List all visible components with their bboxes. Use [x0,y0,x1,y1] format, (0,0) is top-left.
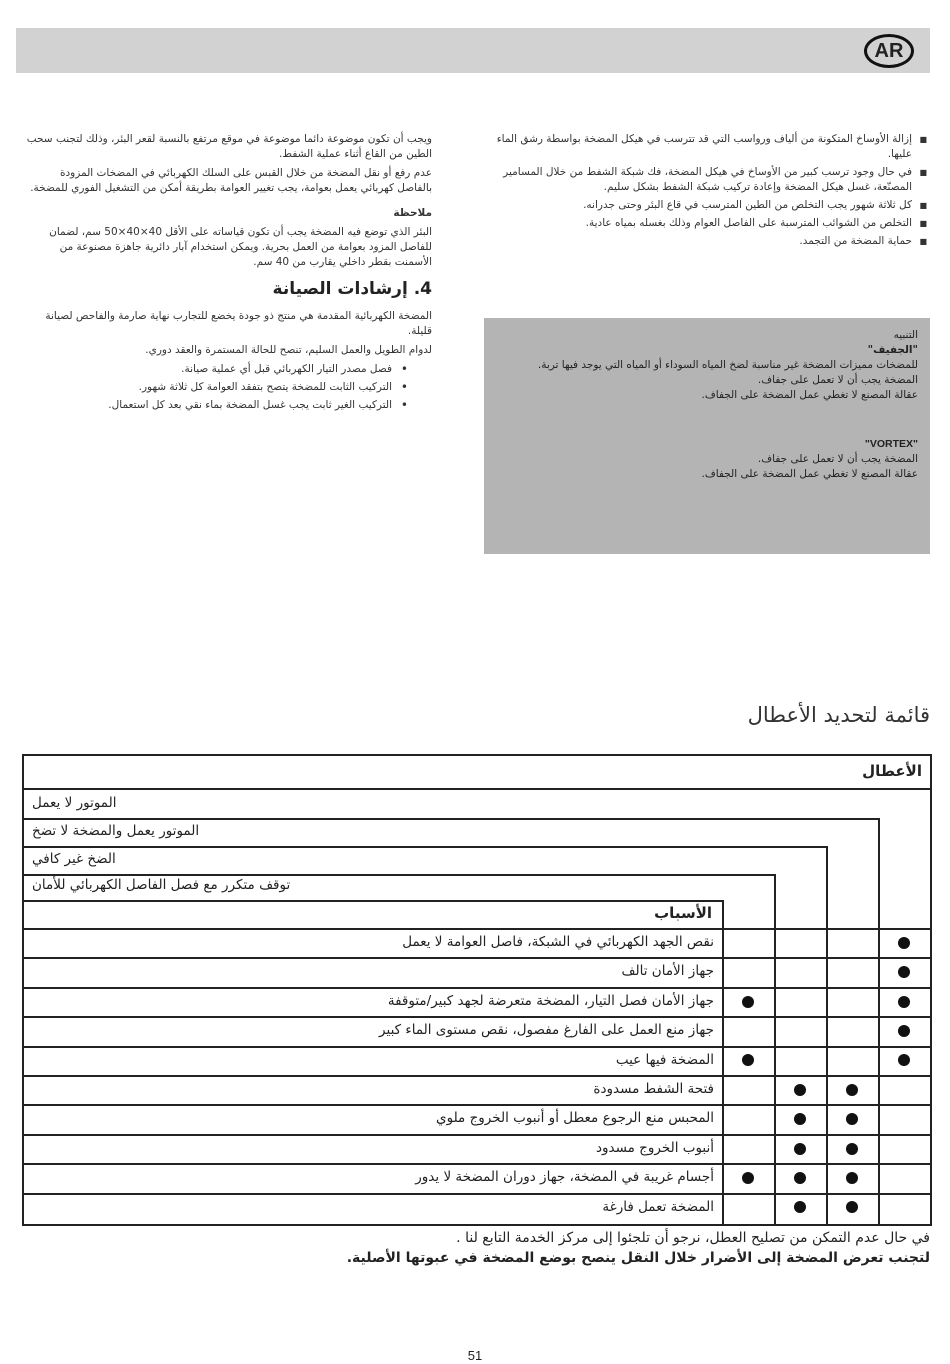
fault-mark-dot [898,1025,910,1037]
fault-mark-dot [898,937,910,949]
fault-mark-dot [846,1084,858,1096]
cause-label: أجسام غريبة في المضخة، جهاز دوران المضخة لا يدور [415,1169,714,1186]
fault-mark-dot [794,1201,806,1213]
list-item: ■ في حال وجود ترسب كبير من الأوساخ في هيكل المضخة، فك شبكة الشفط من خلال المسامير المصنّعة، غسل هيكل المضخة وإعادة تركيب شبكة الشفط بشكل سليم. [490,165,912,195]
language-badge: AR [864,34,914,68]
fault-mark-dot [846,1113,858,1125]
table-row [24,1193,930,1195]
fault-label: الموتور يعمل والمضخة لا تضخ [32,823,200,839]
section-heading: 4. إرشادات الصيانة [272,279,432,299]
fault-mark-dot [794,1113,806,1125]
table-rule [722,900,724,1226]
warning-box [484,318,930,554]
cause-label: جهاز الأمان فصل التيار، المضخة متعرضة لجهد كبير/متوقفة [387,992,714,1009]
fault-mark-dot [898,996,910,1008]
fault-label: توقف متكرر مع فصل الفاصل الكهربائي للأمان [32,877,291,893]
fault-mark-dot [794,1172,806,1184]
table-rule [826,846,828,1226]
cause-label: المضخة فيها عيب [615,1051,714,1068]
cause-label: أنبوب الخروج مسدود [596,1139,714,1156]
fault-mark-dot [742,1054,754,1066]
table-rule [774,874,776,1226]
maintenance-bullet-list [22,362,432,413]
fault-label: الضخ غير كافي [32,851,116,867]
fault-mark-dot [898,1054,910,1066]
footer-note [300,1228,930,1268]
cause-label: جهاز الأمان تالف [621,963,714,980]
note-text: البئر الذي توضع فيه المضخة يجب أن تكون قياساته على الأقل 40×40×50 سم، لضمان للفاصل المزود بعوامة من العمل بحرية. ويمكن استخدام آبار دائرية جاهزة مصنوعة من الأسمنت بقطر داخلي يقارب من 40 سم. [49,226,432,268]
fault-table [22,754,932,1226]
table-rule [24,846,826,848]
fault-label: الموتور لا يعمل [32,795,117,811]
cause-label: نقص الجهد الكهربائي في الشبكة، فاصل العوامة لا يعمل [402,934,714,950]
cleaning-bullet-list [490,132,928,249]
footer-line: لتجنب تعرض المضخة إلى الأضرار خلال النقل ينصح بوضع المضخة في عبوتها الأصلية. [346,1250,930,1266]
left-column [22,132,432,416]
fault-mark-dot [846,1201,858,1213]
list-item: • التركيب الثابت للمضخة يتصح بتفقد العوامة كل ثلاثة شهور. [22,380,392,395]
paragraph: لدوام الطويل والعمل السليم، تنصح للحالة المستمرة والعقد دوري. [145,344,432,356]
footer-line: في حال عدم التمكن من تصليح العطل، نرجو أن تلجئوا إلى مركز الخدمة التابع لنا . [456,1230,930,1246]
fault-mark-dot [794,1143,806,1155]
faults-header: الأعطال [862,762,922,780]
dry-run-title: "الجفيف" [867,344,918,356]
fault-mark-dot [898,966,910,978]
fault-mark-dot [742,996,754,1008]
causes-header: الأسباب [654,904,712,922]
table-row [24,1104,930,1106]
table-row [24,1163,930,1165]
cause-label: المحبس منع الرجوع معطل أو أنبوب الخروج ملوي [436,1110,714,1127]
header-bar [16,28,930,73]
right-column [490,132,928,252]
table-row [24,1075,930,1077]
table-row [24,1134,930,1136]
table-rule [24,874,774,876]
warning-text: المضخة يجب أن لا تعمل على جفاف. [757,453,918,465]
table-rule [24,928,930,930]
warning-label: التنبيه [893,329,918,341]
list-item: ■ التخلص من الشوائب المترسبة على الفاصل العوام وذلك بغسله بمياه عادية. [490,216,912,231]
table-row [24,1046,930,1048]
note-label: ملاحظة [393,207,432,219]
warning-text: المضخة يجب أن لا تعمل على جفاف. [757,374,918,386]
cause-label: فتحة الشفط مسدودة [593,1081,714,1097]
warning-text: للمضخات مميزات المضخة غير مناسبة لضخ المياه السوداء أو المياه التي يوجد فيها تربة. [537,359,918,371]
list-item: • فصل مصدر التيار الكهربائي قبل أي عملية صيانة. [22,362,392,377]
warning-text: عقالة المصنع لا تغطي عمل المضخة على الجفاف. [701,389,918,401]
table-rule [24,788,930,790]
paragraph: المضخة الكهربائية المقدمة هي منتج ذو جودة يخضع للتجارب نهاية صارمة والفاحص لصيانة قليلة. [45,310,432,337]
cause-label: جهاز منع العمل على الفارغ مفصول، نقص مستوى الماء كبير [379,1022,714,1039]
page-number: 51 [467,1348,483,1363]
list-item: ■ حماية المضخة من التجمد. [490,234,912,249]
fault-mark-dot [846,1172,858,1184]
list-item: • التركيب الغير ثابت يجب غسل المضخة بماء نقي بعد كل استعمال. [22,398,392,413]
warning-text: عقالة المصنع لا تغطي عمل المضخة على الجفاف. [701,468,918,480]
table-row [24,987,930,989]
paragraph: عدم رفع أو نقل المضخة من خلال القبس على السلك الكهربائي في المضخات المزودة بالفاصل كهربائي يعمل بعوامة، يجب تغيير العوامة بطريقة أمكن من التشغيل الفوري للمضخة. [30,167,432,194]
cause-label: المضخة تعمل فارغة [602,1198,714,1215]
paragraph: ويجب أن تكون موضوعة دائما موضوعة في موقع مرتفع بالنسبة لقعر البئر، وذلك لتجنب سحب الطين من القاع أثناء عملية الشفط. [26,133,432,160]
table-rule [24,900,722,902]
table-row [24,1016,930,1018]
list-item: ■ كل ثلاثة شهور يجب التخلص من الطين المترسب في قاع البئر وحتى جدرانه. [490,198,912,213]
list-item: ■ إزالة الأوساخ المتكونة من ألياف ورواسب التي قد تترسب في هيكل المضخة بواسطة رشق الماء عليها. [490,132,912,162]
fault-mark-dot [846,1143,858,1155]
table-rule [24,818,878,820]
fault-mark-dot [742,1172,754,1184]
table-row [24,957,930,959]
fault-table-title: قائمة لتحديد الأعطال [747,703,930,727]
fault-mark-dot [794,1084,806,1096]
vortex-title: "VORTEX" [864,438,918,450]
